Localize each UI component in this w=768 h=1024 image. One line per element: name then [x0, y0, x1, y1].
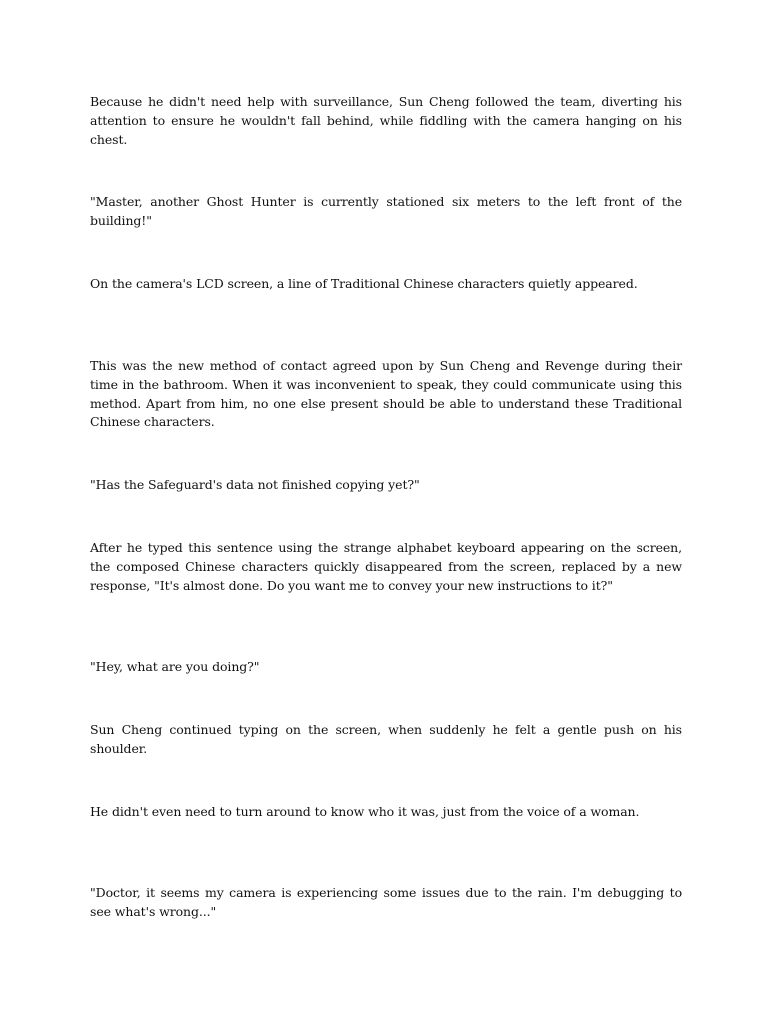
paragraph-10: "Doctor, it seems my camera is experiencing some issues due to the rain. I'm debugging to see what's wrong..."	[90, 885, 682, 919]
paragraph-3: On the camera's LCD screen, a line of Traditional Chinese characters quietly appeared.	[90, 276, 638, 291]
paragraph-2: "Master, another Ghost Hunter is currently stationed six meters to the left front of the building!"	[90, 194, 682, 228]
paragraph-7: "Hey, what are you doing?"	[90, 659, 260, 674]
paragraph-5: "Has the Safeguard's data not finished copying yet?"	[90, 477, 420, 492]
paragraph-4: This was the new method of contact agreed upon by Sun Cheng and Revenge during their time in the bathroom. When it was inconvenient to speak, they could communicate using this method. Apart from him, no one else present should be able to understand these Traditional Chinese characters.	[90, 358, 682, 430]
paragraph-9: He didn't even need to turn around to know who it was, just from the voice of a woman.	[90, 804, 640, 819]
paragraph-6: After he typed this sentence using the strange alphabet keyboard appearing on the screen, the composed Chinese characters quickly disappeared from the screen, replaced by a new response, "It's almost done. Do you want me to convey your new instructions to it?"	[90, 540, 682, 593]
paragraph-1: Because he didn't need help with surveillance, Sun Cheng followed the team, diverting his attention to ensure he wouldn't fall behind, while fiddling with the camera hanging on his chest.	[90, 94, 682, 147]
paragraph-8: Sun Cheng continued typing on the screen, when suddenly he felt a gentle push on his shoulder.	[90, 722, 682, 756]
